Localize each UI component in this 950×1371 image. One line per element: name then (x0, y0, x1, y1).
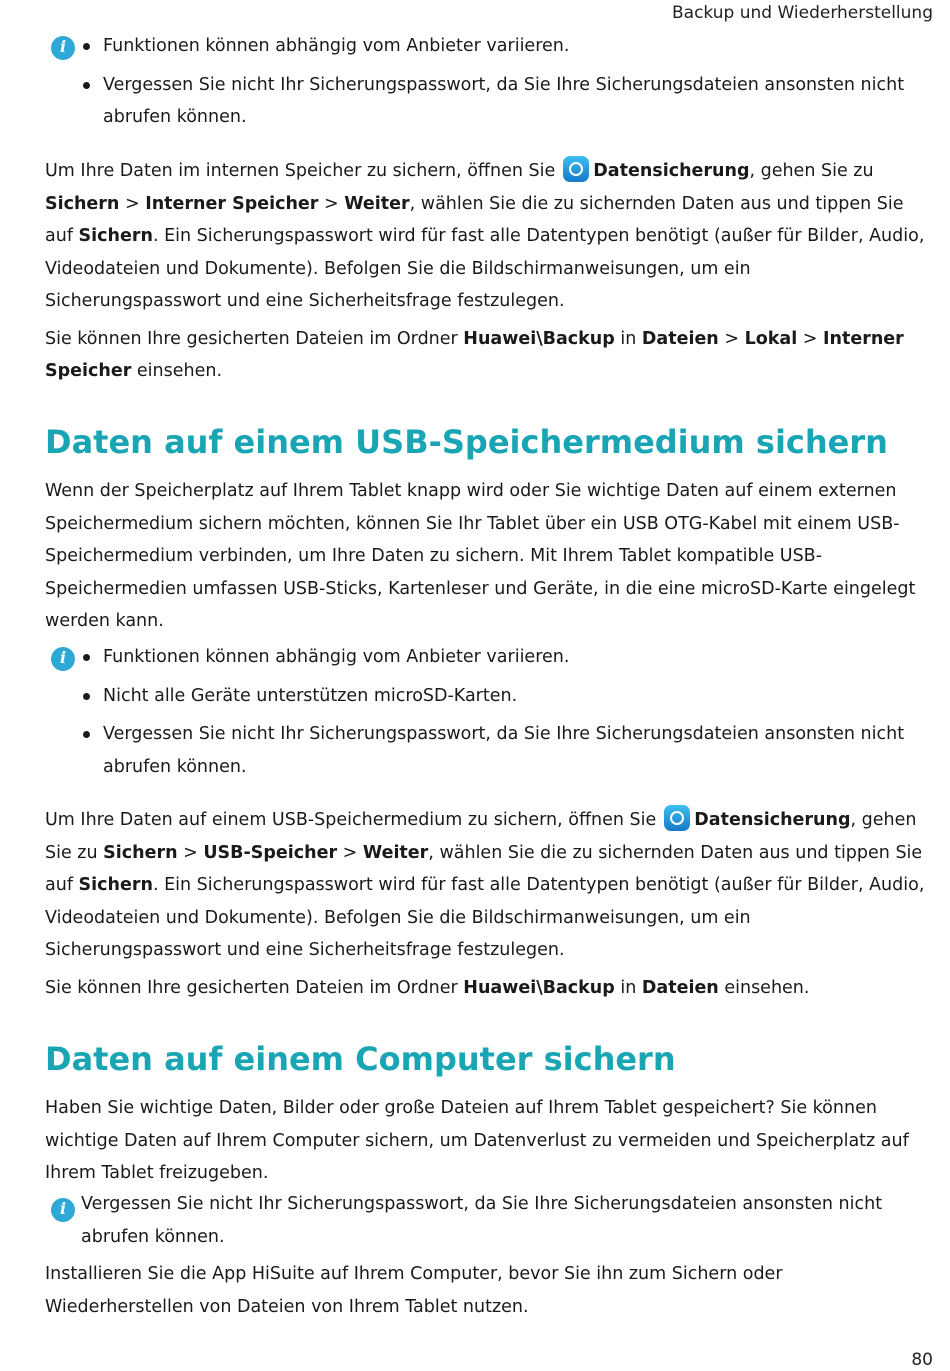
datensicherung-app-icon (563, 156, 589, 182)
computer-section (45, 1038, 925, 1190)
note-item: Funktionen können abhängig vom Anbieter variieren. (81, 641, 911, 674)
paragraph: Sie können Ihre gesicherten Dateien im Ordner Huawei\Backup in Dateien einsehen. (45, 977, 810, 998)
note-item: Nicht alle Geräte unterstützen microSD-Karten. (81, 680, 911, 713)
page-number: 80 (911, 1350, 933, 1370)
datensicherung-app-icon (664, 805, 690, 831)
note-item: Vergessen Sie nicht Ihr Sicherungspasswort, da Sie Ihre Sicherungsdateien ansonsten nicht abrufen können. (81, 718, 911, 783)
info-icon (51, 36, 75, 60)
paragraph: Installieren Sie die App HiSuite auf Ihrem Computer, bevor Sie ihn zum Sichern oder Wiederherstellen von Dateien von Ihrem Tablet nutzen. (45, 1264, 783, 1317)
note-item: Funktionen können abhängig vom Anbieter variieren. (81, 30, 911, 63)
section-heading: Daten auf einem Computer sichern (45, 1040, 676, 1078)
note-text: Vergessen Sie nicht Ihr Sicherungspasswort, da Sie Ihre Sicherungsdateien ansonsten nicht abrufen können. (81, 1194, 883, 1247)
note-item: Vergessen Sie nicht Ihr Sicherungspasswort, da Sie Ihre Sicherungsdateien ansonsten nicht abrufen können. (81, 69, 911, 134)
running-header: Backup und Wiederherstellung (671, 3, 933, 23)
paragraph: Haben Sie wichtige Daten, Bilder oder große Dateien auf Ihrem Tablet gespeichert? Sie können wichtige Daten auf Ihrem Computer sichern, um Datenverlust zu vermeiden und Speicherplatz auf Ihrem Tablet freizugeben. (45, 1098, 909, 1183)
usb-instructions (45, 804, 925, 1004)
paragraph: Um Ihre Daten im internen Speicher zu sichern, öffnen Sie Datensicherung, gehen Sie zu Sichern > Interner Speicher > Weiter, wählen Sie die zu sichernden Daten aus und tippen Sie auf Sichern. Ein Sicherungspasswort wird für fast alle Datentypen benötigt (außer für Bilder, Audio, Videodateien und Dokumente). Befolgen Sie die Bildschirmanweisungen, um ein Sicherungspasswort und eine Sicherheitsfrage festzulegen. (45, 155, 925, 318)
paragraph: Um Ihre Daten auf einem USB-Speichermedium zu sichern, öffnen Sie Datensicherung, gehen Sie zu Sichern > USB-Speicher > Weiter, wählen Sie die zu sichernden Daten aus und tippen Sie auf Sichern. Ein Sicherungspasswort wird für fast alle Datentypen benötigt (außer für Bilder, Audio, Videodateien und Dokumente). Befolgen Sie die Bildschirmanweisungen, um ein Sicherungspasswort und eine Sicherheitsfrage festzulegen. (45, 804, 925, 967)
info-icon (51, 1198, 75, 1222)
info-icon (51, 647, 75, 671)
section-heading: Daten auf einem USB-Speichermedium sichern (45, 423, 888, 461)
paragraph: Sie können Ihre gesicherten Dateien im Ordner Huawei\Backup in Dateien > Lokal > Interner Speicher einsehen. (45, 328, 904, 381)
computer-outro (45, 1258, 925, 1323)
paragraph: Wenn der Speicherplatz auf Ihrem Tablet knapp wird oder Sie wichtige Daten auf einem externen Speichermedium sichern möchten, können Sie Ihr Tablet über ein USB OTG-Kabel mit einem USB-Speichermedium verbinden, um Ihre Daten zu sichern. Mit Ihrem Tablet kompatible USB-Speichermedien umfassen USB-Sticks, Kartenleser und Geräte, in die eine microSD-Karte eingelegt werden kann. (45, 481, 916, 631)
usb-section (45, 421, 925, 638)
internal-backup-section (45, 155, 925, 388)
